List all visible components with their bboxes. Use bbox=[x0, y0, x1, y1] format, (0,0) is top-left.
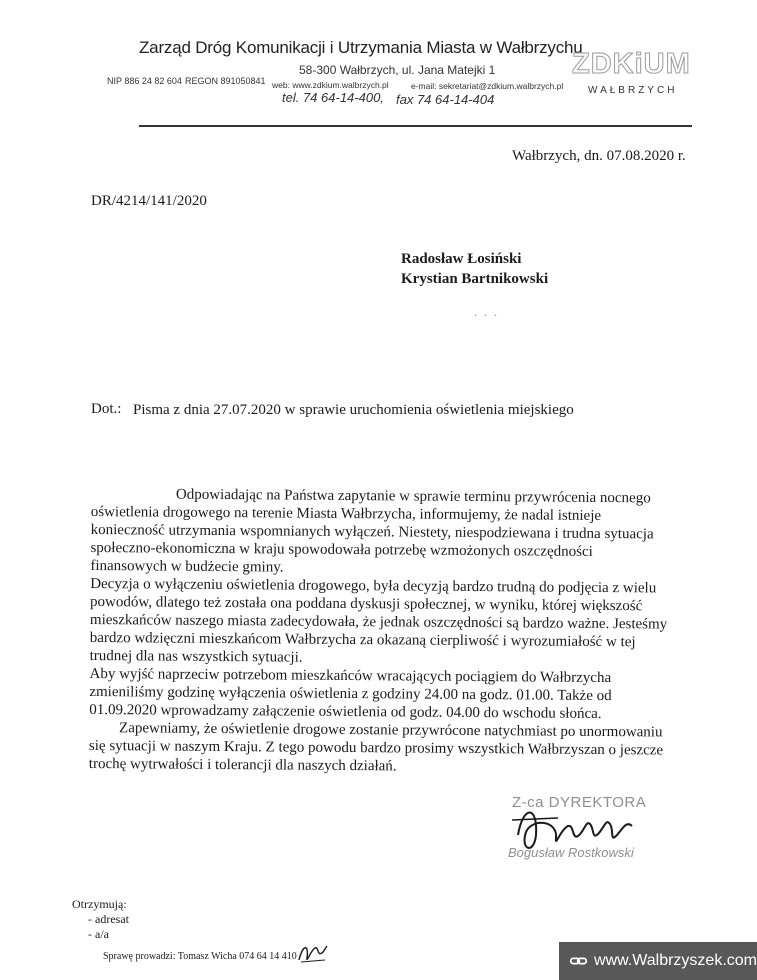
fax: fax 74 64-14-404 bbox=[396, 92, 495, 107]
website: web: www.zdkium.walbrzych.pl bbox=[272, 80, 389, 90]
telephone: tel. 74 64-14-400, bbox=[282, 90, 384, 105]
letter-date: Wałbrzych, dn. 07.08.2020 r. bbox=[512, 148, 686, 164]
header-divider bbox=[139, 125, 692, 127]
reference-number: DR/4214/141/2020 bbox=[91, 193, 207, 209]
letter-body bbox=[89, 485, 671, 778]
recipient-name: Krystian Bartnikowski bbox=[401, 271, 549, 287]
logo-subtitle: WAŁBRZYCH bbox=[588, 85, 678, 96]
address-dots: . . . bbox=[474, 305, 499, 319]
body-paragraph: Decyzja o wyłączeniu oświetlenia drogowego, była decyzją bardzo trudną do podjęcia z wielu powodów, dlatego też została ona poddana dyskusji społecznej, w wyniku, której większość mieszkańców naszego miasta zadecydowała, że jednak oszczędności są bardzo ważne. Jesteśmy bardzo wdzięczni mieszkańcom Wałbrzycha za okazaną cierpliwość i wyrozumiałość w tej trudnej dla nas wszystkich sytuacji. bbox=[89, 575, 668, 666]
institution-address: 58-300 Wałbrzych, ul. Jana Matejki 1 bbox=[299, 63, 496, 77]
body-paragraph: Zapewniamy, że oświetlenie drogowe zostanie przywrócone natychmiast po unormowaniu się sytuacji w naszym Kraju. Z tego powodu bardzo prosimy wszystkich Wałbrzyszan o jeszcze trochę wytrwałości i tolerancji dla naszych działań. bbox=[88, 720, 664, 775]
logo-text: ZDKiUM bbox=[572, 48, 691, 80]
distribution-item: - adresat bbox=[88, 912, 129, 926]
regon-number: REGON 891050841 bbox=[185, 76, 266, 86]
watermark-text: www.Walbrzyszek.com bbox=[594, 952, 757, 969]
body-paragraph: Aby wyjść naprzeciw potrzebom mieszkańców wracających pociągiem do Wałbrzycha zmieniliśmy godzinę wyłączenia oświetlenia z godziny 24.00 na godz. 01.00. Także od 01.09.2020 wprowadzamy załączenie oświetlenia od godz. 04.00 do wschodu słońca. bbox=[89, 665, 612, 723]
subject-label: Dot.: bbox=[91, 401, 122, 417]
watermark bbox=[559, 942, 757, 980]
distribution-label: Otrzymują: bbox=[72, 897, 127, 911]
distribution-item: - a/a bbox=[88, 927, 109, 941]
signatory-name-stamp: Bogusław Rostkowski bbox=[508, 845, 634, 860]
institution-name: Zarząd Dróg Komunikacji i Utrzymania Miasta w Wałbrzychu bbox=[139, 38, 583, 57]
email: e-mail: sekretariat@zdkium.walbrzych.pl bbox=[411, 81, 564, 91]
signature-role-stamp: Z-ca DYREKTORA bbox=[512, 794, 647, 811]
case-handler: Sprawę prowadzi: Tomasz Wicha 074 64 14 410 bbox=[103, 951, 297, 962]
subject-text: Pisma z dnia 27.07.2020 w sprawie uruchomienia oświetlenia miejskiego bbox=[133, 402, 574, 418]
nip-number: NIP 886 24 82 604 bbox=[107, 76, 182, 86]
body-paragraph: Odpowiadając na Państwa zapytanie w sprawie terminu przywrócenia nocnego oświetlenia drogowego na terenie Miasta Wałbrzycha, informujemy, że nadal istnieje konieczność utrzymania wspomnianych wyłączeń. Niestety, niespodziewana i trudna sytuacja społeczno-ekonomiczna w kraju spowodowała potrzebę wzmożonych oszczędności finansowych w budżecie gminy. bbox=[90, 486, 654, 576]
distribution-list bbox=[72, 897, 129, 942]
signature-block bbox=[498, 790, 678, 870]
recipient-name: Radosław Łosiński bbox=[401, 251, 522, 267]
link-icon bbox=[569, 950, 588, 972]
handwritten-initials bbox=[297, 940, 329, 966]
